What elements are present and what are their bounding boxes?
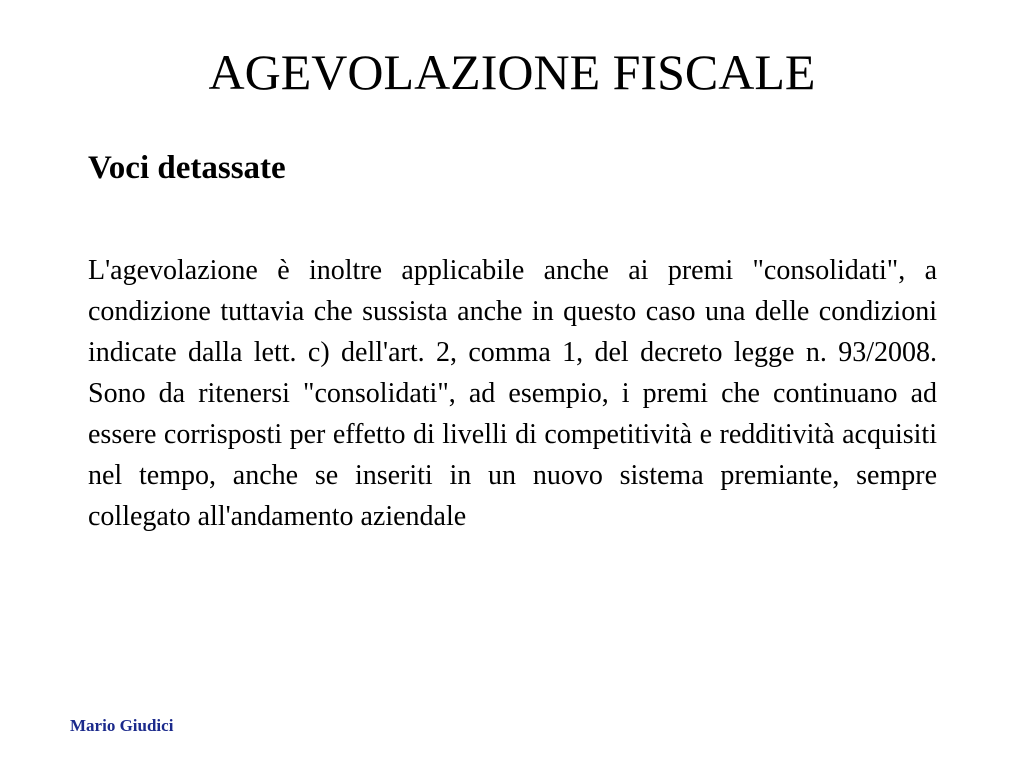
slide-title: AGEVOLAZIONE FISCALE xyxy=(208,44,816,100)
section-heading: Voci detassate xyxy=(88,150,286,186)
footer-author: Mario Giudici xyxy=(70,716,174,735)
body-paragraph: L'agevolazione è inoltre applicabile anche ai premi "consolidati", a condizione tuttavia che sussista anche in questo caso una delle condizioni indicate dalla lett. c) dell'art. 2, comma 1, del decreto legge n. 93/2008. Sono da ritenersi "consolidati", ad esempio, i premi che continuano ad essere corrisposti per effetto di livelli di competitività e redditività acquisiti nel tempo, anche se inseriti in un nuovo sistema premiante, sempre collegato all'andamento aziendale xyxy=(88,255,937,532)
